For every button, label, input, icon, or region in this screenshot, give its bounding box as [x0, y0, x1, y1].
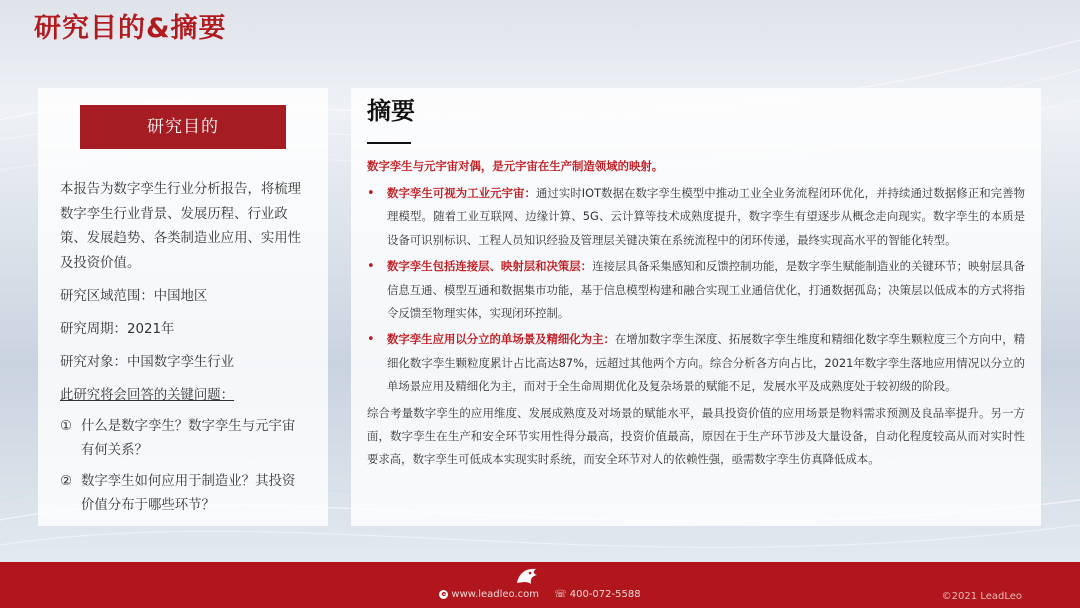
- research-subject: 研究对象：中国数字孪生行业: [60, 355, 235, 370]
- bullet-dot-icon: •: [367, 259, 375, 275]
- footer-phone: 400-072-5588: [569, 589, 641, 600]
- bullet-dot-icon: •: [367, 186, 375, 201]
- research-region: 研究区域范围：中国地区: [60, 289, 208, 304]
- research-period: 研究周期：2021年: [60, 322, 175, 337]
- research-purpose-header: 研究目的: [80, 105, 286, 149]
- abstract-summary: 综合考量数字孪生的应用维度、发展成熟度及对场景的赋能水平，最具投资价值的应用场景是物料需求预测及良品率提升。另一方面，数字孪生在生产和安全环节实用性得分最高，投资价值最高，原因在于生产环节涉及大量设备，自动化程度较高从而对实时性要求高，数字孪生可低成本实现实时系统，而安全环节对人的依赖性强，亟需数字孪生仿真降低成本。: [367, 405, 1025, 467]
- key-questions-list: [60, 415, 306, 518]
- bullet-content: [387, 255, 1025, 325]
- abstract-bullet-item: [367, 328, 1025, 398]
- bullet-heading: 数字孪生应用以分立的单场景及精细化为主：: [387, 332, 615, 347]
- page-title: 研究目的&摘要: [34, 13, 227, 44]
- footer-website-link[interactable]: www.leadleo.com: [451, 589, 540, 600]
- bullet-text: 在增加数字孪生深度、拓展数字孪生维度和精细化数字孪生颗粒度三个方向中，精细化数字孪生颗粒度累计占比高达87%，远超过其他两个方向。综合分析各方向占比，2021年数字孪生落地应用情况以分立的单场景应用及精细化为主，而对于全生命周期优化及复杂场景的赋能不足，发展水平及成熟度处于较初级的阶段。: [387, 332, 1025, 394]
- footer-bar: [0, 562, 1080, 608]
- leadleo-logo-icon: [514, 565, 540, 587]
- bullet-heading: 数字孪生包括连接层、映射层和决策层：: [387, 259, 593, 274]
- research-purpose-panel: [38, 88, 328, 526]
- bullet-text: 连接层具备采集感知和反馈控制功能，是数字孪生赋能制造业的关键环节；映射层具备信息互通、模型互通和数据集市功能，基于信息模型构建和融合实现工业通信优化，打通数据孤岛；决策层以低成本的方式将指令反馈至物理实体，实现闭环控制。: [387, 259, 1025, 321]
- globe-icon: e: [439, 590, 448, 599]
- footer-contact: [0, 589, 1080, 601]
- bullet-content: [387, 182, 1025, 252]
- key-question-item: [60, 470, 306, 518]
- question-number: ②: [60, 474, 73, 489]
- research-intro: 本报告为数字孪生行业分析报告，将梳理数字孪生行业背景、发展历程、行业政策、发展趋势、各类制造业应用、实用性及投资价值。: [60, 182, 302, 271]
- abstract-bullet-list: [367, 182, 1025, 399]
- question-number: ①: [60, 419, 73, 434]
- bullet-content: [387, 328, 1025, 398]
- bullet-dot-icon: •: [367, 332, 375, 348]
- question-text: 什么是数字孪生？数字孪生与元宇宙有何关系？: [81, 419, 296, 458]
- abstract-bullet-item: [367, 255, 1025, 325]
- bullet-heading: 数字孪生可视为工业元宇宙：: [387, 186, 536, 200]
- key-questions-heading: 此研究将会回答的关键问题：: [60, 388, 235, 403]
- abstract-title: 摘要: [367, 97, 415, 125]
- footer-copyright: ©2021 LeadLeo: [941, 591, 1022, 602]
- key-question-item: [60, 415, 306, 463]
- abstract-lead: 数字孪生与元宇宙对偶，是元宇宙在生产制造领域的映射。: [367, 159, 664, 173]
- abstract-panel: [351, 88, 1041, 526]
- phone-icon: ☏: [554, 589, 567, 600]
- abstract-bullet-item: [367, 182, 1025, 252]
- question-text: 数字孪生如何应用于制造业？其投资价值分布于哪些环节？: [81, 474, 296, 513]
- bullet-text: 通过实时IOT数据在数字孪生模型中推动工业全业务流程闭环优化，并持续通过数据修正和完善物理模型。随着工业互联网、边缘计算、5G、云计算等技术成熟度提升，数字孪生有望逐步从概念走向现实。数字孪生的本质是设备可识别标识、工程人员知识经验及管理层关键决策在系统流程中的闭环传递，最终实现高水平的智能化转型。: [387, 186, 1025, 247]
- title-underline-divider: [367, 142, 411, 144]
